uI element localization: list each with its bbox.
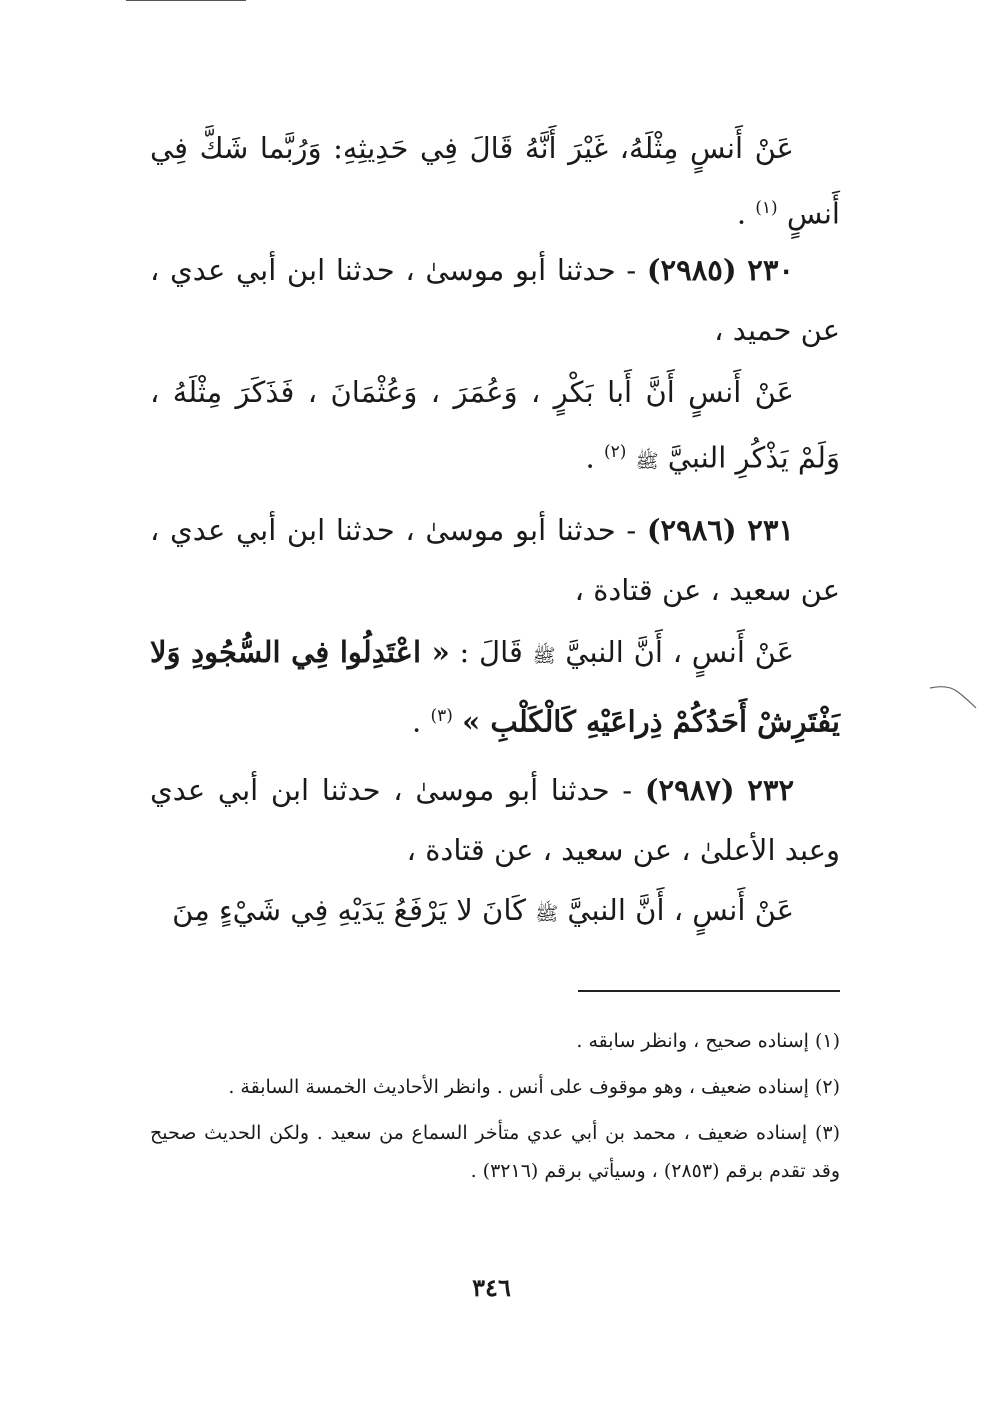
footnote-1: (١) إسناده صحيح ، وانظر سابقه . [576,1030,840,1052]
hadith-number: ٢٣٢ [747,773,795,807]
hadith-number: ٢٣١ [747,513,795,547]
hadith-230-isnad [150,240,840,360]
hadith-reference: (٢٩٨٧) [644,773,735,807]
hadith-231-isnad [150,500,840,620]
footnote-ref: (٢) [603,442,627,462]
top-rule [126,0,246,1]
footnote-ref: (١) [755,198,778,218]
salawat-glyph: ﷺ [532,645,556,667]
prophetic-quote: « اعْتَدِلُوا فِي السُّجُودِ وَلا يَفْتَرِشْ أَحَدُكُمْ ذِراعَيْهِ كَالْكَلْبِ » [150,635,840,739]
paragraph-3 [150,362,840,492]
paragraph-text: عَنْ أَنسٍ ، أَنَّ النبيَّ [565,635,795,669]
isnad-text: - حدثنا أبو موسىٰ ، حدثنا ابن أبي عدي ، عن حميد ، [150,253,840,347]
hadith-232-isnad [150,760,840,880]
paragraph-7 [150,880,840,944]
footnote-3: (٣) إسناده ضعيف ، محمد بن أبي عدي متأخر السماع من سعيد . ولكن الحديث صحيح وقد تقدم برقم (٢٨٥٣) ، وسيأتي برقم (٣٢١٦) . [150,1122,840,1182]
scan-margin-mark [928,680,978,710]
salawat-glyph: ﷺ [635,450,659,473]
paragraph-1 [150,118,840,244]
paragraph-text: عَنْ أَنسٍ ، أَنَّ النبيَّ [567,893,794,927]
hadith-reference: (٢٩٨٦) [646,513,737,547]
hadith-reference: (٢٩٨٥) [646,253,737,287]
isnad-text: - حدثنا أبو موسىٰ ، حدثنا ابن أبي عدي وعبد الأعلىٰ ، عن سعيد ، عن قتادة ، [150,773,840,867]
salawat-glyph: ﷺ [535,903,559,925]
hadith-number: ٢٣٠ [747,253,795,287]
full-stop: . [736,196,747,231]
paragraph-text: عَنْ أَنسٍ أَنَّ أَبا بَكْرٍ ، وَعُمَرَ ، وَعُثْمَانَ ، فَذَكَرَ مِثْلَهُ ، وَلَمْ يَذْكُرِ النبيَّ [150,375,840,475]
paragraph-text-cont: كَانَ لا يَرْفَعُ يَدَيْهِ فِي شَيْءٍ مِنَ [172,893,526,927]
paragraph-text-cont: قَالَ : [459,635,523,669]
footnote-2: (٢) إسناده ضعيف ، وهو موقوف على أنس . وانظر الأحاديث الخمسة السابقة . [228,1076,840,1098]
paragraph-5 [150,622,840,752]
footnotes [150,1022,840,1198]
full-stop: . [412,704,422,739]
footnote-separator [578,990,840,992]
paragraph-text: عَنْ أَنسٍ مِثْلَهُ، غَيْرَ أَنَّهُ قَالَ فِي حَدِيثِهِ: وَرُبَّما شَكَّ فِي أَنسٍ [150,131,840,231]
page-number: ٣٤٦ [472,1273,511,1302]
isnad-text: - حدثنا أبو موسىٰ ، حدثنا ابن أبي عدي ، عن سعيد ، عن قتادة ، [150,513,840,607]
full-stop: . [585,440,595,475]
footnote-ref: (٣) [430,706,453,726]
